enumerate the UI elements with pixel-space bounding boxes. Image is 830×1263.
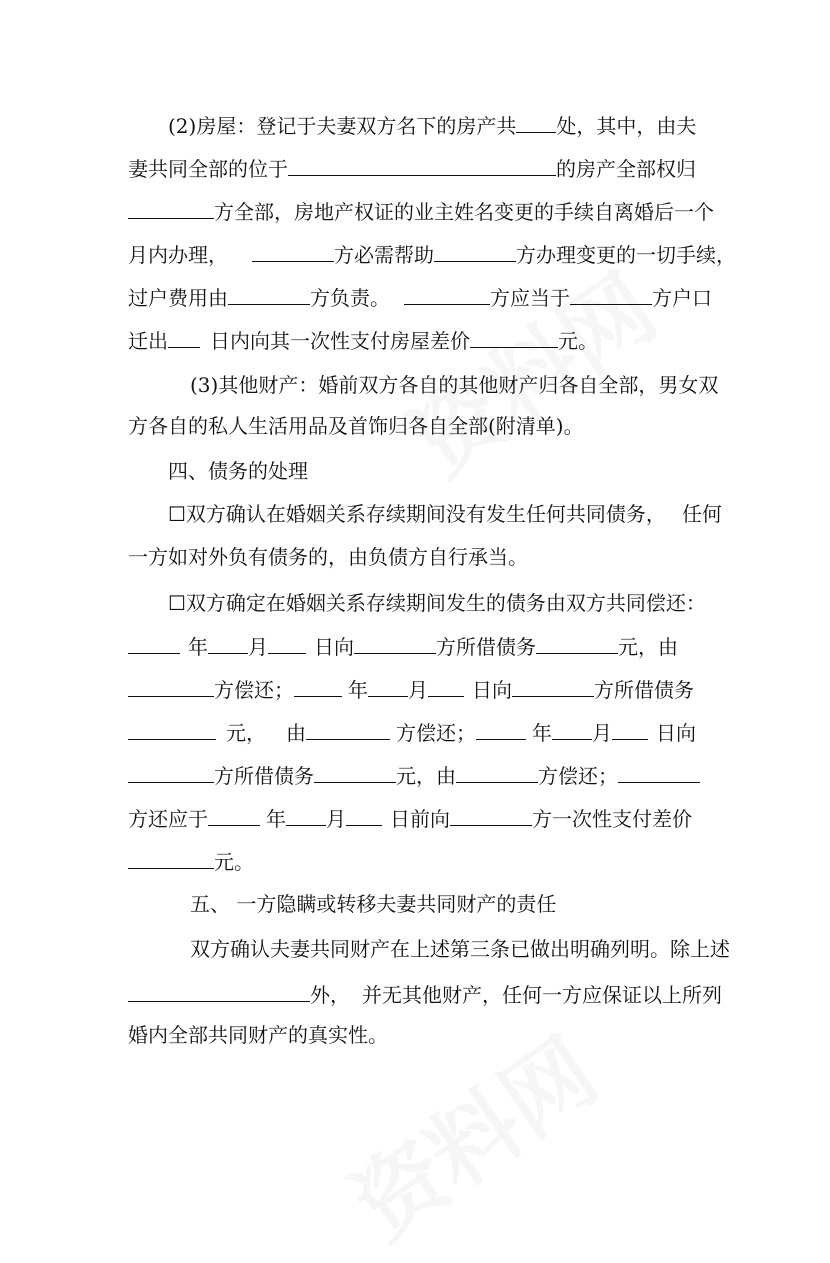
blank-field[interactable] <box>618 762 700 783</box>
blank-field[interactable] <box>536 633 618 654</box>
debt-option-1-checkbox[interactable]: ☐双方确认在婚姻关系存续期间没有发生任何共同债务， <box>168 502 666 526</box>
blank-field[interactable] <box>314 762 396 783</box>
debt-heading: 四、债务的处理 <box>168 459 308 483</box>
debt-row-5: 方还应于 年 月 日前向 方一次性支付差价 <box>128 807 692 831</box>
blank-field[interactable] <box>128 633 180 654</box>
blank-field[interactable] <box>208 805 260 826</box>
blank-field[interactable] <box>612 719 648 740</box>
blank-field[interactable] <box>346 805 382 826</box>
debt-row-2: 方偿还； 年 月 日向 方所借债务 <box>128 676 708 702</box>
blank-field[interactable] <box>128 848 214 869</box>
blank-field[interactable] <box>168 327 200 348</box>
other-line-2: 方各自的私人生活用品及首饰归各自全部(附清单)。 <box>128 414 584 438</box>
blank-field[interactable] <box>428 676 464 697</box>
blank-field[interactable] <box>252 241 334 262</box>
blank-field[interactable] <box>354 633 436 654</box>
conceal-heading: 五、 一方隐瞒或转移夫妻共同财产的责任 <box>190 892 557 916</box>
blank-field[interactable] <box>288 155 556 176</box>
blank-field[interactable] <box>552 719 592 740</box>
debt-option-2-checkbox[interactable]: ☐双方确定在婚姻关系存续期间发生的债务由双方共同偿还： <box>168 591 706 615</box>
debt-row-3: 元， 由 方偿还； 年 月 日向 <box>128 719 708 745</box>
blank-field[interactable] <box>228 284 310 305</box>
conceal-line-1: 双方确认夫妻共同财产在上述第三条已做出明确列明。除上述 <box>190 937 730 961</box>
debt-row-1: 年 月 日向 方所借债务 元，由 <box>128 633 708 659</box>
debt-option-1-line-2: 一方如对外负有债务的，由负债方自行承当。 <box>128 545 528 569</box>
blank-field[interactable] <box>306 719 390 740</box>
house-line-5: 过户费用由 方负责。 方应当于 方户口 <box>128 286 712 310</box>
blank-field[interactable] <box>516 112 556 133</box>
house-line-6: 迁出 日内向其一次性支付房屋差价 元。 <box>128 329 598 353</box>
blank-field[interactable] <box>456 762 538 783</box>
blank-field[interactable] <box>128 762 214 783</box>
blank-field[interactable] <box>476 719 526 740</box>
conceal-line-2: 外， 并无其他财产，任何一方应保证以上所列 <box>128 981 708 1007</box>
debt-row-4: 方所借债务 元，由 方偿还； <box>128 762 708 788</box>
blank-field[interactable] <box>128 198 214 219</box>
blank-field[interactable] <box>570 284 652 305</box>
blank-field[interactable] <box>268 633 306 654</box>
blank-field[interactable] <box>404 284 490 305</box>
other-line-1: (3)其他财产：婚前双方各自的其他财产归各自全部，男女双 <box>190 373 719 397</box>
debt-row-6: 元。 <box>128 848 708 874</box>
blank-field[interactable] <box>470 327 558 348</box>
blank-field[interactable] <box>208 633 248 654</box>
debt-option-1: ☐双方确认在婚姻关系存续期间没有发生任何共同债务， 任何 <box>168 502 722 526</box>
blank-field[interactable] <box>128 981 310 1002</box>
conceal-line-3: 婚内全部共同财产的真实性。 <box>128 1023 388 1047</box>
blank-field[interactable] <box>512 676 594 697</box>
blank-field[interactable] <box>294 676 342 697</box>
debt-option-2[interactable] <box>168 590 708 616</box>
blank-field[interactable] <box>286 805 326 826</box>
house-line-3: 方全部，房地产权证的业主姓名变更的手续自离婚后一个 <box>128 198 708 224</box>
blank-field[interactable] <box>368 676 408 697</box>
house-line-2: 妻共同全部的位于 的房产全部权归 <box>128 157 696 181</box>
blank-field[interactable] <box>450 805 532 826</box>
blank-field[interactable] <box>128 676 214 697</box>
blank-field[interactable] <box>128 719 216 740</box>
house-line-4: 月内办理， 方必需帮助 方办理变更的一切手续， <box>128 243 736 267</box>
blank-field[interactable] <box>434 241 516 262</box>
house-line-1: (2)房屋：登记于夫妻双方名下的房产共 处，其中，由夫 <box>168 114 697 138</box>
